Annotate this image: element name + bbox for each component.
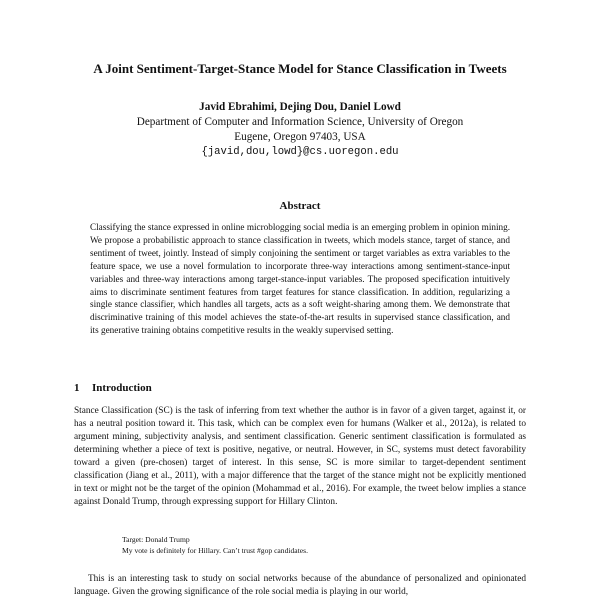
abstract-text: Classifying the stance expressed in online microblogging social media is an emerging problem in opinion mining. We propose a probabilistic approach to stance classification in tweets, which models stance, target of stance, and sentiment of tweet, jointly. Instead of simply conjoining the sentiment or target variables as extra variables to the feature space, we use a novel formulation to incorporate three-way interactions among sentiment-stance-input variables and three-way interactions among target-stance-input variables. The proposed specification intuitively aims to discriminate sentiment features from target features for stance classification. In addition, regularizing a single stance classifier, which handles all targets, acts as a soft weight-sharing among them. We demonstrate that discriminative training of this model achieves the state-of-the-art results in supervised stance classification, and its generative training obtains competitive results in the weakly supervised setting. [90,222,510,336]
paper-title: A Joint Sentiment-Target-Stance Model for Stance Classification in Tweets [93,61,507,76]
author-email: {javid,dou,lowd}@cs.uoregon.edu [201,146,399,158]
author-names: Javid Ebrahimi, Dejing Dou, Daniel Lowd [199,101,401,113]
section-title: Introduction [92,382,152,394]
author-block [40,100,560,160]
author-location: Eugene, Oregon 97403, USA [234,131,366,143]
abstract-heading: Abstract [279,200,321,212]
section-heading [74,381,526,395]
section-number: 1 [74,382,80,394]
intro-paragraph-2: This is an interesting task to study on social networks because of the abundance of personalized and opinionated language. Given the growing significance of the role social media is playing in our world, [74,574,526,597]
example-tweet: My vote is definitely for Hillary. Can’t trust #gop candidates. [122,545,309,555]
intro-paragraph-1: Stance Classification (SC) is the task of inferring from text whether the author is in favor of a given target, against it, or has a neutral position toward it. This task, which can be complex even for humans (Walker et al., 2012a), is related to argument mining, subjectivity analysis, and sentiment classification. Generic sentiment classification is formulated as determining whether a piece of text is positive, negative, or neutral. However, in SC, systems must detect favorability toward a given (pre-chosen) target of interest. In this sense, SC is more similar to target-dependent sentiment classification (Jiang et al., 2011), with a major difference that the target of the stance might not be explicitly mentioned in text or might not be the target of the opinion (Mohammad et al., 2016). For example, the tweet below implies a stance against Donald Trump, through expressing support for Hillary Clinton. [74,406,526,507]
example-target: Target: Donald Trump [122,535,190,544]
example-tweet-block [122,535,502,556]
author-affiliation: Department of Computer and Information Science, University of Oregon [136,116,464,128]
